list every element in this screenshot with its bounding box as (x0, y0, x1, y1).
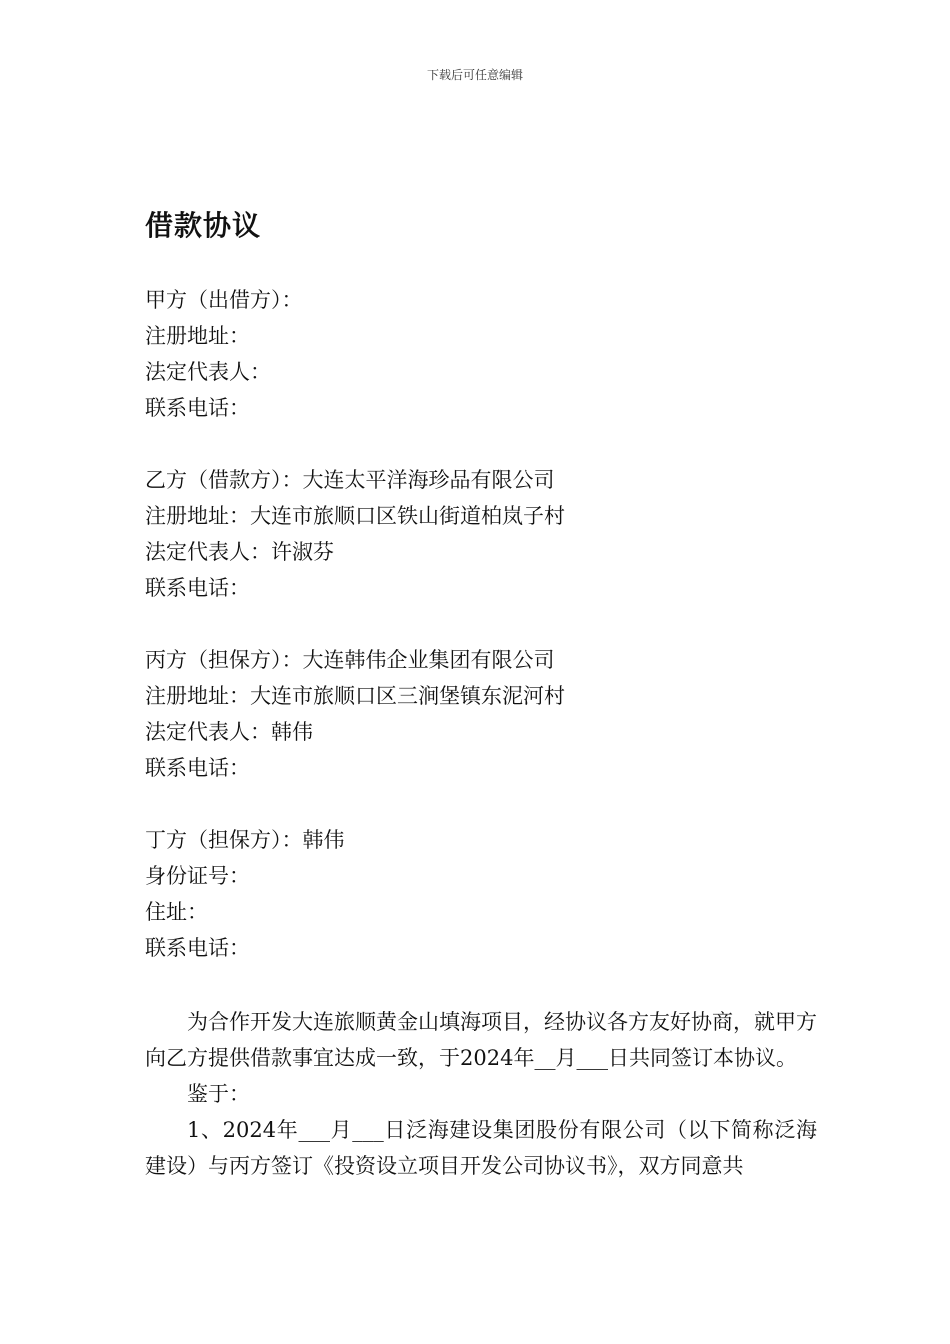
party-b-phone: 联系电话： (145, 576, 250, 600)
clause-1-paragraph: 1、2024年___月___日泛海建设集团股份有限公司（以下简称泛海建设）与丙方签订《投资设立项目开发公司协议书》，双方同意共 (145, 1118, 817, 1178)
spacer (145, 606, 825, 642)
party-d-address: 住址： (145, 900, 208, 924)
party-c-phone: 联系电话： (145, 756, 250, 780)
party-b-representative: 法定代表人：许淑芬 (145, 540, 334, 564)
party-a-representative: 法定代表人： (145, 360, 271, 384)
intro-paragraph: 为合作开发大连旅顺黄金山填海项目，经协议各方友好协商，就甲方向乙方提供借款事宜达成一致，于2024年__月___日共同签订本协议。 (145, 1010, 817, 1070)
whereas-heading: 鉴于： (187, 1082, 250, 1106)
party-b-block (145, 462, 825, 606)
party-b-role: 乙方（借款方）：大连太平洋海珍品有限公司 (145, 468, 555, 492)
spacer (145, 786, 825, 822)
parties-section (145, 282, 825, 966)
party-b-address: 注册地址：大连市旅顺口区铁山街道柏岚子村 (145, 504, 565, 528)
party-a-role: 甲方（出借方）： (145, 288, 303, 312)
party-c-block (145, 642, 825, 786)
party-d-phone: 联系电话： (145, 936, 250, 960)
party-c-representative: 法定代表人：韩伟 (145, 720, 313, 744)
party-d-role: 丁方（担保方）：韩伟 (145, 828, 345, 852)
party-d-id-number: 身份证号： (145, 864, 250, 888)
party-a-address: 注册地址： (145, 324, 250, 348)
header-note: 下载后可任意编辑 (426, 68, 523, 82)
party-c-role: 丙方（担保方）：大连韩伟企业集团有限公司 (145, 648, 555, 672)
party-d-block (145, 822, 825, 966)
party-a-block (145, 282, 825, 426)
party-a-phone: 联系电话： (145, 396, 250, 420)
document-title: 借款协议 (145, 209, 262, 242)
agreement-body (145, 1004, 817, 1184)
party-c-address: 注册地址：大连市旅顺口区三涧堡镇东泥河村 (145, 684, 565, 708)
spacer (145, 426, 825, 462)
